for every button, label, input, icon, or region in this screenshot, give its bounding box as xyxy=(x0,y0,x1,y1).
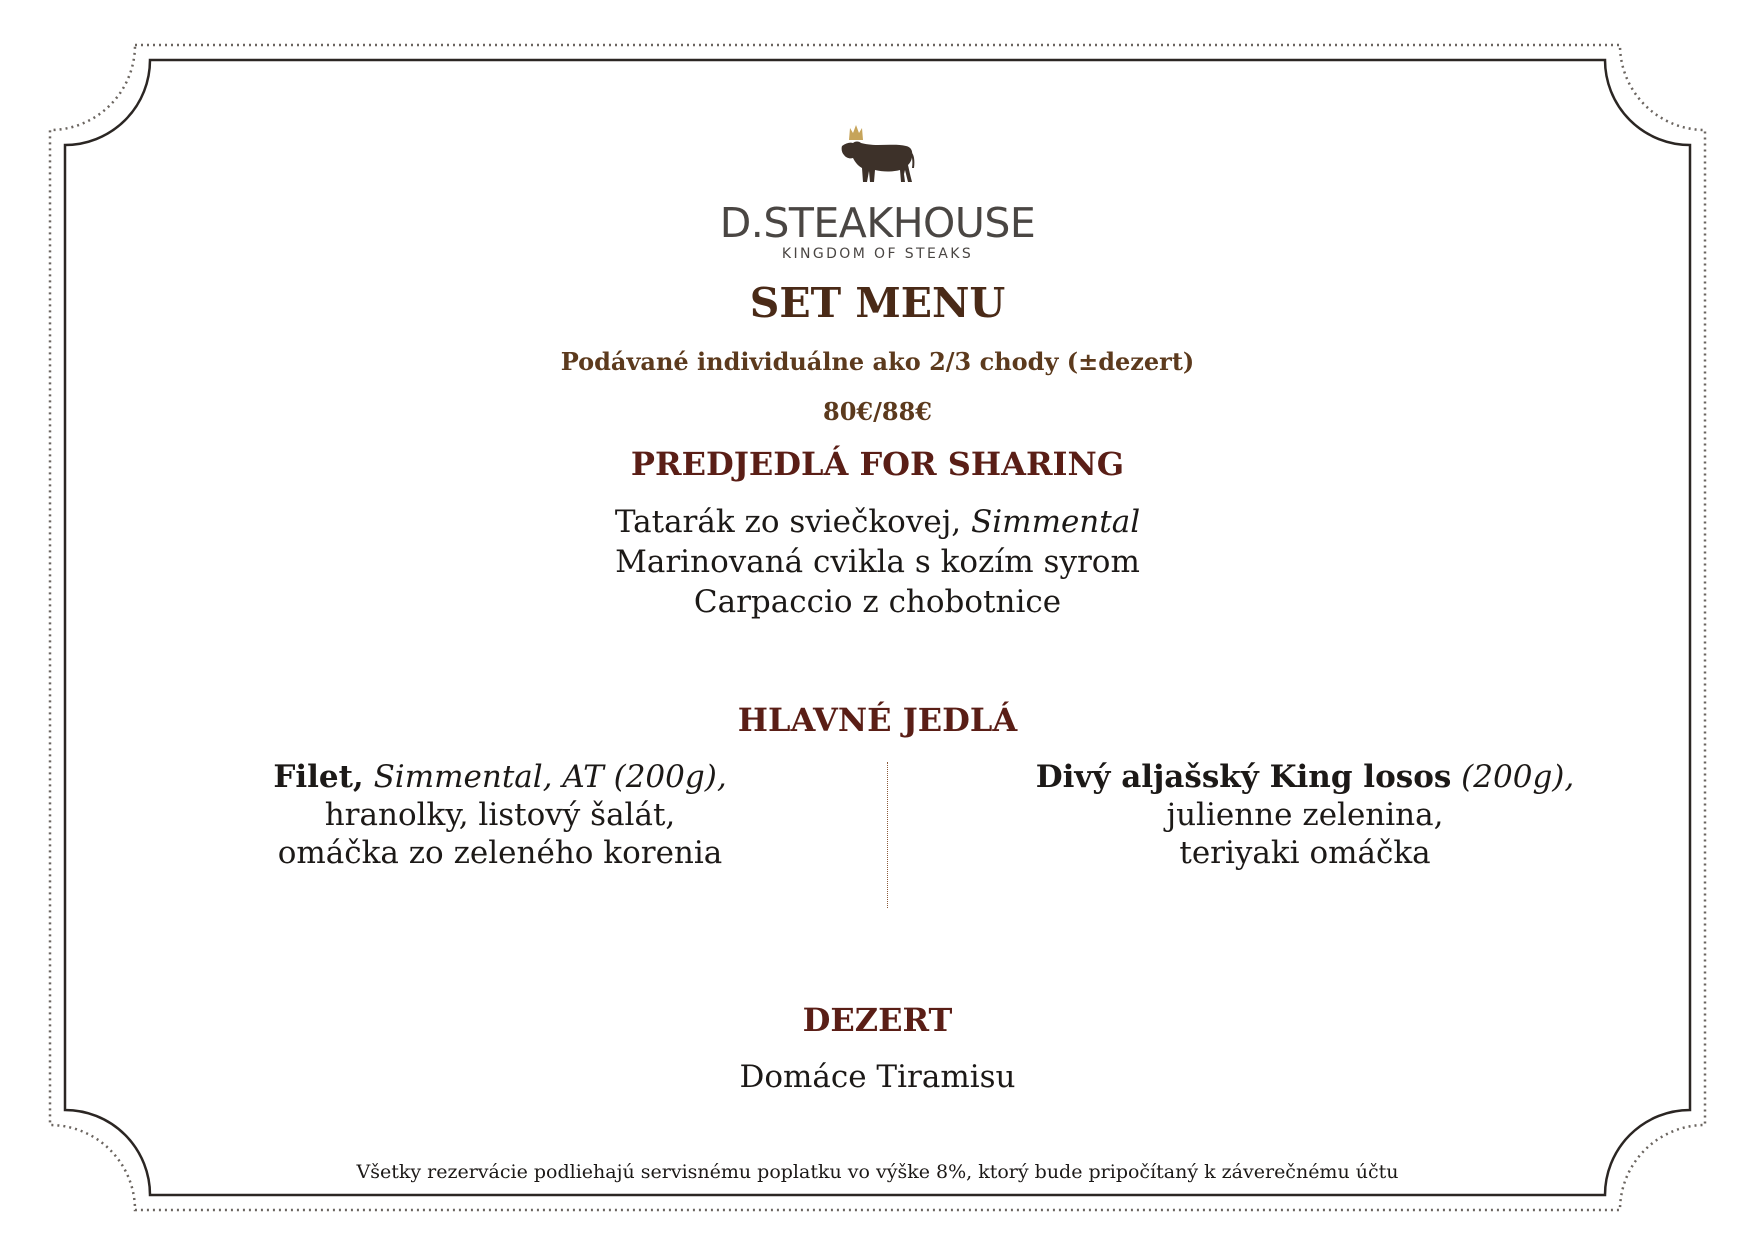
main-option-side: teriyaki omáčka xyxy=(1179,835,1431,871)
main-option-name: Divý aljašský King losos xyxy=(1035,759,1452,795)
dessert-heading: DEZERT xyxy=(802,1001,953,1039)
mains-heading: HLAVNÉ JEDLÁ xyxy=(737,701,1018,739)
brand-logo xyxy=(0,124,1755,202)
crown-icon xyxy=(849,125,863,140)
brand-name: D.STEAKHOUSE xyxy=(719,199,1036,247)
bull-silhouette xyxy=(841,142,914,183)
service-charge-note: Všetky rezervácie podliehajú servisnému poplatku vo výške 8%, ktorý bude pripočítaný k záverečnému účtu xyxy=(356,1161,1399,1183)
crowned-bull-icon xyxy=(838,124,918,198)
main-option-filet xyxy=(175,758,825,872)
starter-item-name: Tatarák zo sviečkovej, xyxy=(614,504,972,540)
brand-tagline: KINGDOM OF STEAKS xyxy=(781,246,974,262)
starters-heading: PREDJEDLÁ FOR SHARING xyxy=(630,445,1125,483)
starters-list xyxy=(0,502,1755,622)
main-option-detail: (200g), xyxy=(1451,759,1575,795)
main-option-side: omáčka zo zeleného korenia xyxy=(277,835,723,871)
starter-item-note: Simmental xyxy=(971,504,1141,540)
main-option-title xyxy=(175,758,825,796)
main-option-side: hranolky, listový šalát, xyxy=(324,797,676,833)
main-option-title xyxy=(960,758,1650,796)
starter-item-name: Marinovaná cvikla s kozím syrom xyxy=(615,544,1140,580)
starter-item xyxy=(0,502,1755,542)
main-option-name: Filet, xyxy=(273,759,364,795)
starter-item-name: Carpaccio z chobotnice xyxy=(693,584,1062,620)
mains-divider xyxy=(887,762,888,908)
menu-subtitle: Podávané individuálne ako 2/3 chody (±dezert) xyxy=(560,347,1195,376)
main-option-side: julienne zelenina, xyxy=(1166,797,1444,833)
starter-item xyxy=(0,582,1755,622)
menu-price: 80€/88€ xyxy=(823,397,932,426)
starter-item xyxy=(0,542,1755,582)
main-option-detail: Simmental, AT (200g), xyxy=(363,759,727,795)
main-option-salmon xyxy=(960,758,1650,872)
dessert-item: Domáce Tiramisu xyxy=(739,1059,1016,1095)
menu-title: SET MENU xyxy=(749,279,1006,327)
